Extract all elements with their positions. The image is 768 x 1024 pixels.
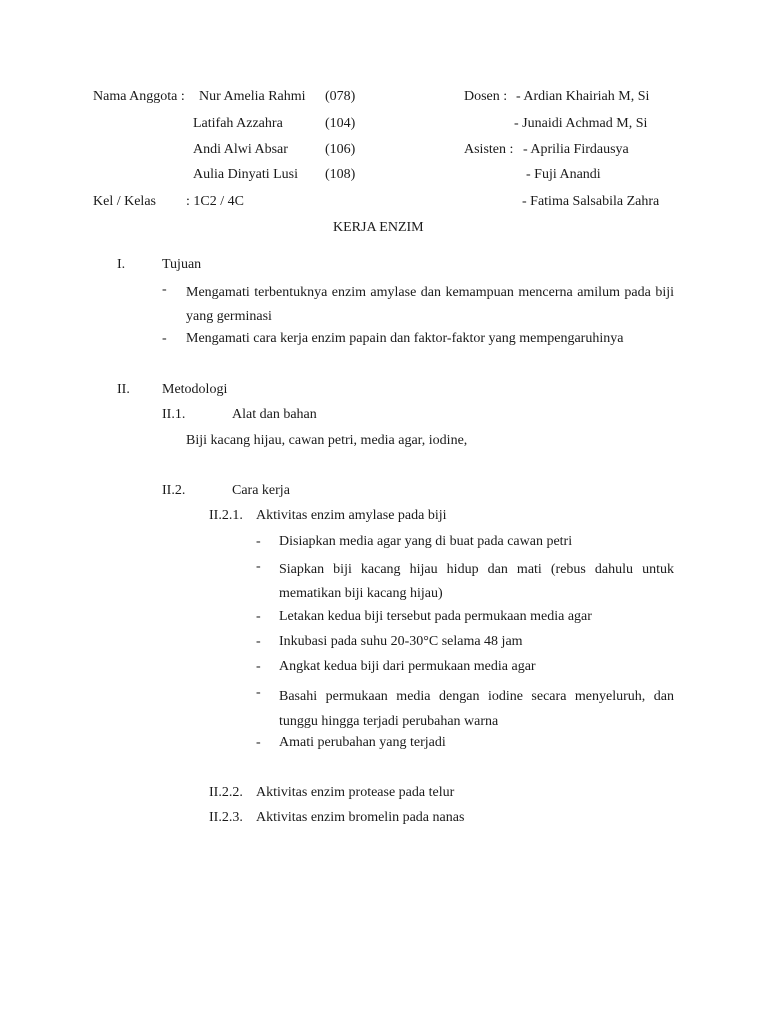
member-id: (078) [325, 89, 356, 104]
section-heading: Tujuan [162, 257, 202, 272]
subsection-number: II.1. [162, 407, 186, 422]
step-item: Angkat kedua biji dari permukaan media agar [279, 659, 536, 674]
bullet-dash: - [256, 735, 261, 750]
member-name: Latifah Azzahra [193, 116, 283, 131]
section-heading: Metodologi [162, 382, 228, 397]
asisten-name: - Fatima Salsabila Zahra [522, 194, 660, 209]
subsection-heading: Cara kerja [232, 483, 290, 498]
bullet-dash: - [162, 282, 167, 297]
asisten-name: - Fuji Anandi [526, 167, 601, 182]
section-number: II. [117, 382, 130, 397]
bullet-dash: - [256, 534, 261, 549]
page-title: KERJA ENZIM [333, 220, 424, 235]
member-name: Nur Amelia Rahmi [199, 89, 306, 104]
subsubsection-heading: Aktivitas enzim amylase pada biji [256, 508, 447, 523]
subsubsection-number: II.2.3. [209, 810, 243, 825]
subsubsection-number: II.2.2. [209, 785, 243, 800]
section-number: I. [117, 257, 126, 272]
subsubsection-number: II.2.1. [209, 508, 243, 523]
kelas-label: Kel / Kelas [93, 194, 156, 209]
step-item: Letakan kedua biji tersebut pada permukaan media agar [279, 609, 592, 624]
members-label: Nama Anggota : [93, 89, 185, 104]
materials-text: Biji kacang hijau, cawan petri, media agar, iodine, [186, 433, 468, 448]
objective-item: Mengamati cara kerja enzim papain dan faktor-faktor yang mempengaruhinya [186, 331, 624, 346]
subsection-number: II.2. [162, 483, 186, 498]
subsection-heading: Alat dan bahan [232, 407, 317, 422]
dosen-name: - Ardian Khairiah M, Si [516, 89, 650, 104]
objective-item: Mengamati terbentuknya enzim amylase dan kemampuan mencerna amilum pada biji yang germinasi [186, 285, 674, 324]
bullet-dash: - [256, 634, 261, 649]
step-item: Basahi permukaan media dengan iodine secara menyeluruh, dan tunggu hingga terjadi perubahan warna [279, 689, 674, 729]
dosen-name: - Junaidi Achmad M, Si [514, 116, 648, 131]
member-name: Aulia Dinyati Lusi [193, 167, 298, 182]
step-item: Inkubasi pada suhu 20-30°C selama 48 jam [279, 634, 523, 649]
asisten-label: Asisten : [464, 142, 514, 157]
dosen-label: Dosen : [464, 89, 508, 104]
bullet-dash: - [256, 609, 261, 624]
member-id: (104) [325, 116, 356, 131]
kelas-value: : 1C2 / 4C [186, 194, 244, 209]
member-name: Andi Alwi Absar [193, 142, 288, 157]
bullet-dash: - [256, 685, 261, 700]
member-id: (106) [325, 142, 356, 157]
step-item: Amati perubahan yang terjadi [279, 735, 446, 750]
member-id: (108) [325, 167, 356, 182]
bullet-dash: - [162, 331, 167, 346]
step-item: Siapkan biji kacang hijau hidup dan mati (rebus dahulu untuk mematikan biji kacang hijau) [279, 562, 674, 601]
asisten-name: - Aprilia Firdausya [523, 142, 629, 157]
subsubsection-heading: Aktivitas enzim bromelin pada nanas [256, 810, 465, 825]
step-item: Disiapkan media agar yang di buat pada cawan petri [279, 534, 573, 549]
bullet-dash: - [256, 559, 261, 574]
bullet-dash: - [256, 659, 261, 674]
subsubsection-heading: Aktivitas enzim protease pada telur [256, 785, 455, 800]
